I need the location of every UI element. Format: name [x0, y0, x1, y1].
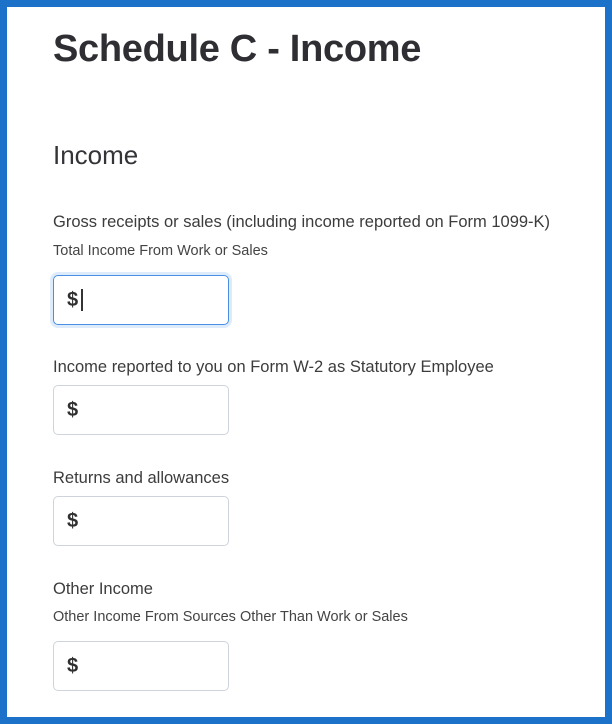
statutory-employee-input[interactable]	[78, 395, 202, 425]
form-content	[53, 7, 605, 717]
other-income-help: Other Income From Sources Other Than Work or Sales	[53, 609, 408, 625]
other-income-label: Other Income	[53, 580, 153, 598]
gross-receipts-label: Gross receipts or sales (including income reported on Form 1099-K)	[53, 213, 551, 231]
currency-symbol: $	[67, 398, 79, 421]
statutory-employee-label: Income reported to you on Form W-2 as Statutory Employee	[53, 358, 494, 376]
currency-symbol: $	[67, 509, 79, 532]
gross-receipts-field[interactable]	[53, 275, 229, 325]
returns-allowances-input[interactable]	[78, 506, 202, 536]
page-title: Schedule C - Income	[53, 28, 422, 70]
currency-symbol: $	[67, 288, 79, 311]
currency-symbol: $	[67, 654, 79, 677]
gross-receipts-input[interactable]	[83, 285, 207, 315]
statutory-employee-field[interactable]	[53, 385, 229, 435]
returns-allowances-field[interactable]	[53, 496, 229, 546]
returns-allowances-label: Returns and allowances	[53, 469, 230, 487]
gross-receipts-help: Total Income From Work or Sales	[53, 243, 268, 259]
other-income-field[interactable]	[53, 641, 229, 691]
section-title: Income	[53, 140, 139, 170]
other-income-input[interactable]	[78, 651, 202, 681]
